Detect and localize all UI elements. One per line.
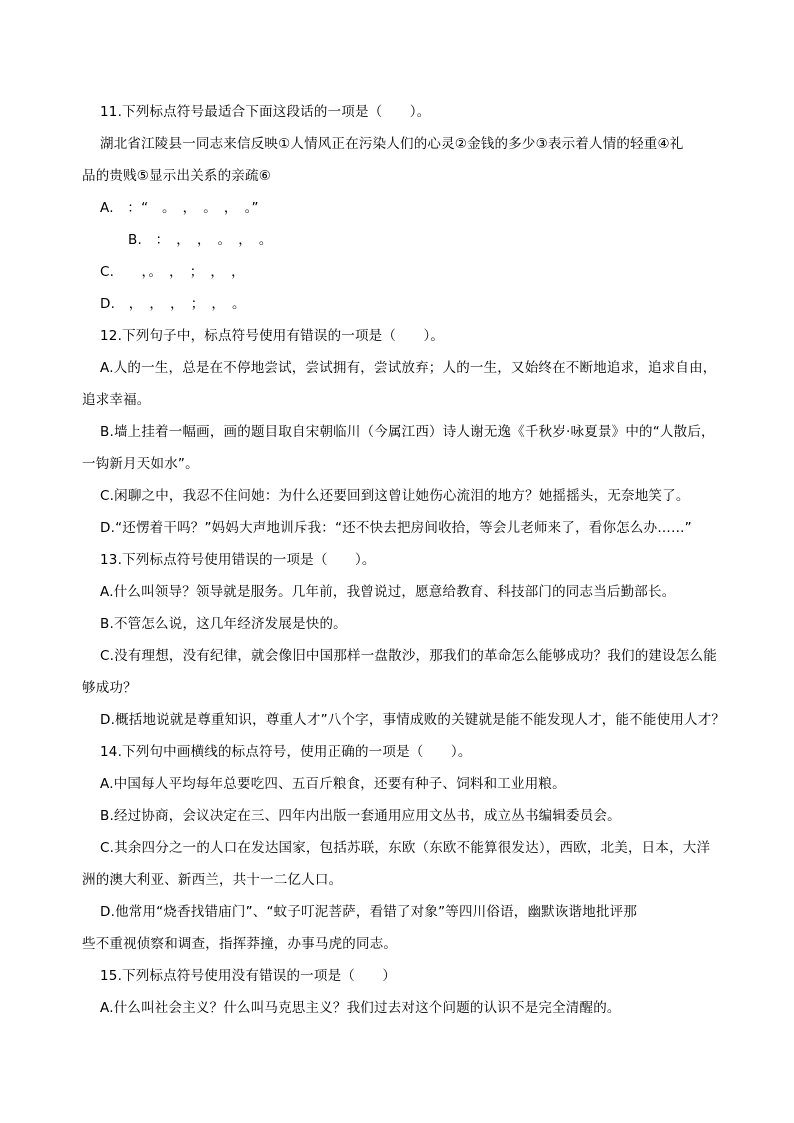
q13-option-c-line-2: 够成功？ <box>82 680 137 696</box>
q15-stem: 15.下列标点符号使用没有错误的一项是（ ） <box>100 968 397 984</box>
q13-option-d: D.概括地说就是尊重知识，尊重人才”八个字，事情成败的关键就是能不能发现人才，能不能使用人才？ <box>100 712 726 728</box>
q11-passage-line-1: 湖北省江陵县一同志来信反映①人情风正在污染人们的心灵②金钱的多少③表示着人情的轻重④礼 <box>100 136 684 152</box>
q14-stem: 14.下列句中画横线的标点符号，使用正确的一项是（ ）。 <box>100 744 472 760</box>
q12-stem: 12.下列句子中，标点符号使用有错误的一项是（ ）。 <box>100 328 445 344</box>
q13-option-a: A.什么叫领导？领导就是服务。几年前，我曾说过，愿意给教育、科技部门的同志当后勤部长。 <box>100 584 676 600</box>
q14-option-d-line-1: D.他常用“烧香找错庙门”、“蚊子叮泥菩萨，看错了对象”等四川俗语，幽默诙谐地批评那 <box>100 904 638 920</box>
q14-option-a: A.中国每人平均每年总要吃四、五百斤粮食，还要有种子、饲料和工业用粮。 <box>100 776 566 792</box>
q12-option-a-line-2: 追求幸福。 <box>82 392 151 408</box>
q12-option-a-line-1: A.人的一生，总是在不停地尝试，尝试拥有，尝试放弃；人的一生，又始终在不断地追求，追求自由， <box>100 360 717 376</box>
q12-option-b-line-2: 一钩新月天如水”。 <box>82 456 199 472</box>
q12-option-d: D.“还愣着干吗？”妈妈大声地训斥我：“还不快去把房间收拾，等会儿老师来了，看你怎么办……” <box>100 520 692 536</box>
q14-option-c-line-1: C.其余四分之一的人口在发达国家，包括苏联，东欧（东欧不能算很发达），西欧，北美，日本，大洋 <box>100 840 711 856</box>
q13-option-c-line-1: C.没有理想，没有纪律，就会像旧中国那样一盘散沙，那我们的革命怎么能够成功？我们的建设怎么能 <box>100 648 717 664</box>
q15-option-a: A.什么叫社会主义？什么叫马克思主义？我们过去对这个问题的认识不是完全清醒的。 <box>100 1000 621 1016</box>
q14-option-b: B.经过协商，会议决定在三、四年内出版一套通用应用文丛书，成立丛书编辑委员会。 <box>100 808 621 824</box>
q12-option-b-line-1: B.墙上挂着一幅画，画的题目取自宋朝临川（今属江西）诗人谢无逸《千秋岁·咏夏景》中的“人散后， <box>100 424 715 440</box>
q14-option-c-line-2: 洲的澳大利亚、新西兰，共十一二亿人口。 <box>82 872 343 888</box>
q13-option-b: B.不管怎么说，这几年经济发展是快的。 <box>100 616 347 632</box>
q12-option-c: C.闲聊之中，我忍不住问她：为什么还要回到这曾让她伤心流泪的地方？她摇摇头，无奈地笑了。 <box>100 488 690 504</box>
q14-option-d-line-2: 些不重视侦察和调查，指挥莽撞，办事马虎的同志。 <box>82 936 398 952</box>
q13-stem: 13.下列标点符号使用错误的一项是（ ）。 <box>100 552 376 568</box>
q11-stem: 11.下列标点符号最适合下面这段话的一项是（ ）。 <box>100 104 431 120</box>
q11-option-b: B. ： ， ， 。 ， 。 <box>128 232 273 248</box>
q11-passage-line-2: 品的贵贱⑤显示出关系的亲疏⑥ <box>82 168 272 184</box>
q11-option-d: D. ， ， ， ； ， 。 <box>100 296 246 312</box>
q11-option-a: A. ：“ 。 ， 。 ， 。” <box>100 200 259 216</box>
q11-option-c: C. ，。 ， ； ， ， <box>100 264 245 280</box>
